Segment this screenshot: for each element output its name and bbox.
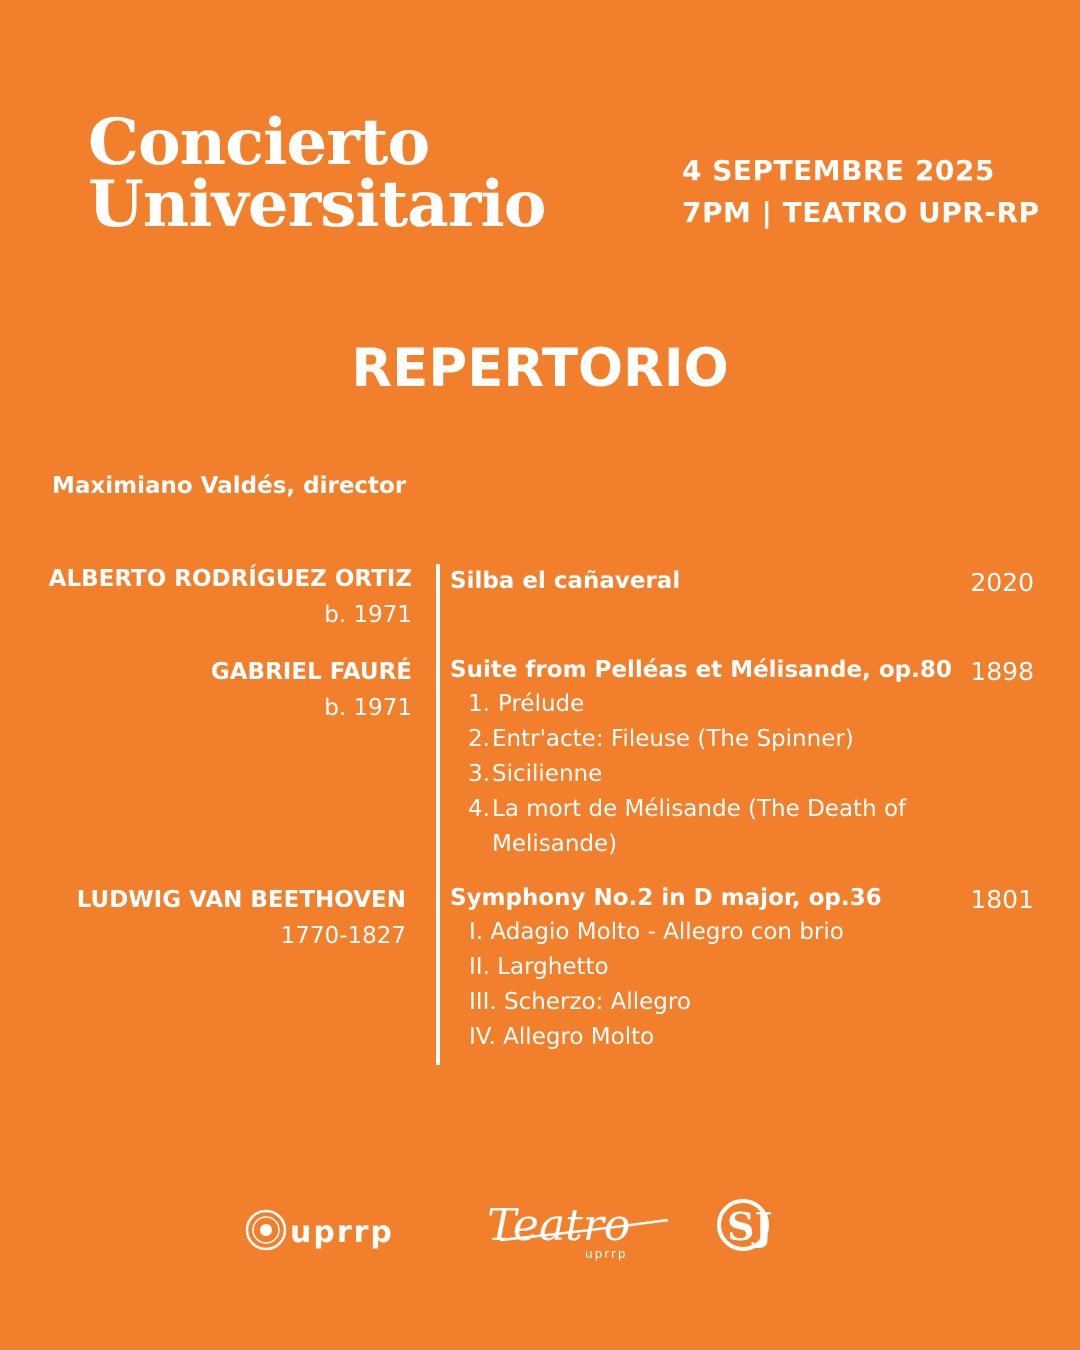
composer-name: GABRIEL FAURÉ — [210, 659, 412, 685]
composer-name: ALBERTO RODRÍGUEZ ORTIZ — [48, 566, 412, 592]
work-block — [450, 653, 952, 862]
svg-text:uprrp: uprrp — [290, 1215, 394, 1250]
composer-block — [49, 562, 412, 634]
sj-logo — [719, 1201, 772, 1249]
uprrp-seal-logo — [247, 1211, 285, 1249]
concert-title — [88, 105, 546, 242]
work-title: Suite from Pelléas et Mélisande, op.80 — [450, 657, 952, 683]
uprrp-wordmark-logo — [290, 1215, 394, 1250]
sponsor-logos — [0, 1190, 1080, 1265]
work-title: Symphony No.2 in D major, op.36 — [450, 885, 882, 911]
movement-item: 1. Prélude — [468, 691, 585, 717]
movement-item: I. Adagio Molto - Allegro con brio — [469, 919, 844, 945]
movement-item: IV. Allegro Molto — [469, 1024, 655, 1050]
svg-text:uprrp: uprrp — [585, 1247, 628, 1261]
teatro-logo — [487, 1200, 668, 1261]
composer-dates: 1770-1827 — [280, 923, 406, 949]
movement-list — [450, 687, 940, 862]
concert-title-line-2: Universitario — [88, 167, 546, 242]
event-date: 4 SEPTEMBRE 2025 — [682, 154, 995, 187]
movement-item: 4. La mort de Mélisande (The Death of Melisande) — [468, 796, 907, 857]
movement-item: II. Larghetto — [469, 954, 609, 980]
work-year: 1801 — [970, 885, 1034, 914]
concert-title-line-1: Concierto — [88, 105, 430, 180]
event-time-venue: 7PM | TEATRO UPR-RP — [682, 196, 1040, 229]
composer-block — [77, 883, 406, 955]
movement-list — [450, 915, 940, 1055]
movement-item: 3. Sicilienne — [468, 761, 603, 787]
composer-dates: b. 1971 — [324, 695, 412, 721]
composer-block — [211, 655, 412, 727]
event-info — [682, 150, 1040, 234]
column-divider — [436, 564, 440, 1065]
work-block — [450, 564, 940, 598]
composer-dates: b. 1971 — [324, 602, 412, 628]
section-heading: REPERTORIO — [351, 338, 729, 399]
work-title: Silba el cañaveral — [450, 568, 681, 594]
movement-item: 2. Entr'acte: Fileuse (The Spinner) — [468, 726, 854, 752]
composer-name: LUDWIG VAN BEETHOVEN — [76, 887, 406, 913]
svg-text:SJ: SJ — [727, 1204, 773, 1249]
conductor-credit: Maximiano Valdés, director — [52, 473, 407, 499]
movement-item: III. Scherzo: Allegro — [469, 989, 691, 1015]
work-year: 1898 — [970, 657, 1034, 686]
work-year: 2020 — [970, 568, 1034, 597]
svg-text:Teatro: Teatro — [487, 1200, 631, 1251]
work-block — [450, 881, 940, 1055]
